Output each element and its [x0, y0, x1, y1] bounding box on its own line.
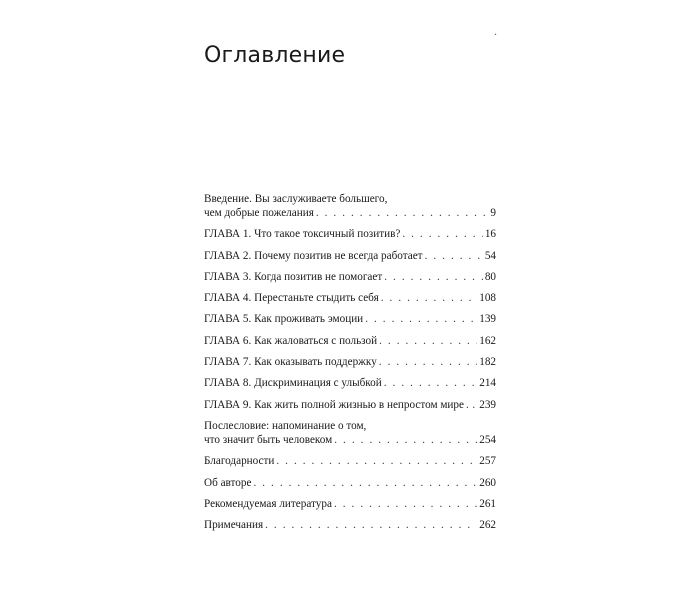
dot-leader — [402, 227, 482, 241]
dot-leader — [384, 376, 477, 390]
toc-entry-chapter-4 — [204, 291, 496, 305]
toc-entry-chapter-9 — [204, 398, 496, 412]
dot-leader — [379, 355, 477, 369]
toc-entry-page: 239 — [479, 398, 496, 411]
toc-entry-title: ГЛАВА 5. Как проживать эмоции — [204, 313, 364, 326]
toc-entry-chapter-8 — [204, 376, 496, 390]
toc-entry-title: ГЛАВА 3. Когда позитив не помогает — [204, 270, 383, 283]
toc-entry-page: 80 — [484, 270, 496, 283]
toc-entry-title-line1: Послесловие: напоминание о том, — [204, 419, 367, 432]
toc-entry-title: Благодарности — [204, 455, 275, 468]
toc-entry-title: Об авторе — [204, 476, 252, 489]
toc-entry-page: 139 — [479, 313, 496, 326]
toc-entry-page: 54 — [484, 249, 496, 262]
page-title: Оглавление — [204, 43, 346, 68]
toc-entry-title: ГЛАВА 1. Что такое токсичный позитив? — [204, 228, 401, 241]
toc-entry-afterword — [204, 419, 496, 447]
toc-entry-page: 162 — [479, 334, 496, 347]
toc-entry-page: 9 — [490, 207, 496, 219]
dot-leader — [384, 270, 483, 284]
toc-entry-chapter-6 — [204, 334, 496, 348]
toc-entry-chapter-2 — [204, 249, 496, 263]
dot-leader — [265, 518, 477, 532]
dot-leader — [253, 476, 477, 490]
toc-entry-page: 254 — [479, 433, 496, 446]
dot-leader — [425, 249, 483, 263]
toc-entry-title: что значит быть человеком — [204, 433, 333, 446]
dot-leader — [316, 206, 489, 220]
toc-entry-title: Рекомендуемая литература — [204, 497, 332, 510]
toc-entry-chapter-1 — [204, 227, 496, 241]
toc-entry-page: 108 — [479, 292, 496, 305]
toc-entry-title: ГЛАВА 9. Как жить полной жизнью в непростом мире — [204, 398, 464, 411]
toc-entry-title: ГЛАВА 4. Перестаньте стыдить себя — [204, 292, 379, 305]
toc-entry-about-author — [204, 476, 496, 490]
dot-leader — [365, 312, 477, 326]
toc-entry-page: 16 — [484, 228, 496, 241]
toc-entry-page: 262 — [479, 519, 496, 532]
toc-entry-title: ГЛАВА 8. Дискриминация с улыбкой — [204, 377, 382, 390]
toc-entry-notes — [204, 518, 496, 532]
toc-entry-title: чем добрые пожелания — [204, 207, 314, 219]
toc-entry-chapter-7 — [204, 355, 496, 369]
toc-entry-page: 260 — [479, 476, 496, 489]
toc-entry-title-line1: Введение. Вы заслуживаете большего, — [204, 193, 388, 205]
corner-mark: . — [494, 24, 497, 38]
toc-entry-title: ГЛАВА 2. Почему позитив не всегда работает — [204, 249, 423, 262]
toc-entry-page: 257 — [479, 455, 496, 468]
dot-leader — [276, 454, 477, 468]
toc-entry-page: 261 — [479, 497, 496, 510]
dot-leader — [381, 291, 477, 305]
dot-leader — [334, 433, 477, 447]
toc-entry-chapter-5 — [204, 312, 496, 326]
dot-leader — [379, 334, 477, 348]
toc-entry-chapter-3 — [204, 270, 496, 284]
toc-entry-recommended-reading — [204, 497, 496, 511]
toc-entry-title: ГЛАВА 6. Как жаловаться с пользой — [204, 334, 378, 347]
toc-entry-title: ГЛАВА 7. Как оказывать поддержку — [204, 356, 377, 369]
dot-leader — [334, 497, 477, 511]
dot-leader — [466, 398, 477, 412]
toc-entry-introduction — [204, 192, 496, 220]
table-of-contents — [204, 192, 496, 539]
toc-entry-page: 214 — [479, 377, 496, 390]
toc-entry-title: Примечания — [204, 519, 264, 532]
toc-entry-acknowledgements — [204, 454, 496, 468]
toc-entry-page: 182 — [479, 356, 496, 369]
